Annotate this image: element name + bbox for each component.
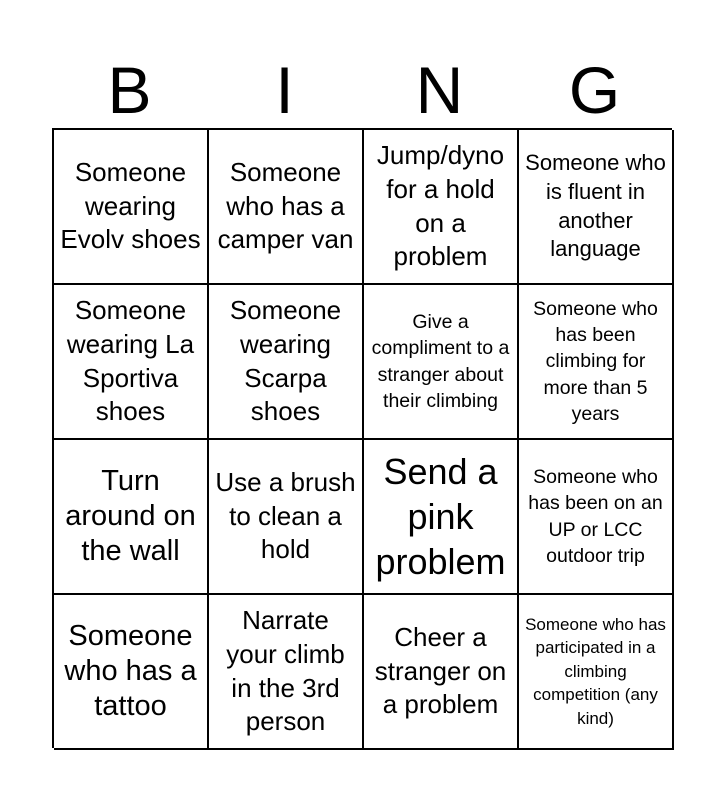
bingo-cell[interactable] (209, 130, 364, 285)
bingo-cell[interactable] (364, 595, 519, 750)
cell-text: Narrate your climb in the 3rd person (226, 604, 345, 737)
bingo-cell[interactable] (54, 130, 209, 285)
cell-text: Someone wearing La Sportiva shoes (66, 294, 195, 427)
bingo-cell[interactable] (519, 440, 674, 595)
bingo-cell[interactable] (54, 285, 209, 440)
header-letter-b: B (107, 53, 152, 127)
header-letter-i: I (275, 53, 294, 127)
cell-text: Turn around on the wall (65, 465, 196, 567)
bingo-grid (52, 128, 672, 748)
cell-text: Someone who has a tattoo (64, 620, 197, 722)
bingo-cell[interactable] (519, 595, 674, 750)
bingo-cell[interactable] (519, 130, 674, 285)
bingo-cell[interactable] (209, 285, 364, 440)
cell-text: Someone wearing Evolv shoes (60, 156, 201, 255)
cell-text: Someone who has participated in a climbing competition (any kind) (525, 614, 666, 728)
cell-text: Give a compliment to a stranger about their climbing (371, 310, 510, 412)
bingo-cell[interactable] (519, 285, 674, 440)
bingo-cell[interactable] (54, 595, 209, 750)
header-letter-n: N (415, 53, 464, 127)
cell-text: Someone who is fluent in another language (525, 150, 666, 262)
cell-text: Use a brush to clean a hold (215, 466, 356, 565)
header-letter-g: G (568, 53, 621, 127)
cell-text: Someone who has a camper van (217, 156, 354, 255)
cell-text: Send a pink problem (375, 451, 506, 582)
cell-text: Cheer a stranger on a problem (374, 621, 507, 720)
cell-text: Someone who has been climbing for more than 5 years (533, 297, 658, 425)
bingo-cell[interactable] (209, 595, 364, 750)
bingo-cell[interactable] (364, 440, 519, 595)
bingo-cell[interactable] (364, 285, 519, 440)
bingo-cell[interactable] (54, 440, 209, 595)
bingo-cell[interactable] (209, 440, 364, 595)
bingo-header (52, 52, 672, 128)
cell-text: Someone wearing Scarpa shoes (229, 294, 342, 427)
cell-text: Jump/dyno for a hold on a problem (376, 139, 505, 272)
cell-text: Someone who has been on an UP or LCC outdoor trip (528, 465, 663, 567)
bingo-cell[interactable] (364, 130, 519, 285)
